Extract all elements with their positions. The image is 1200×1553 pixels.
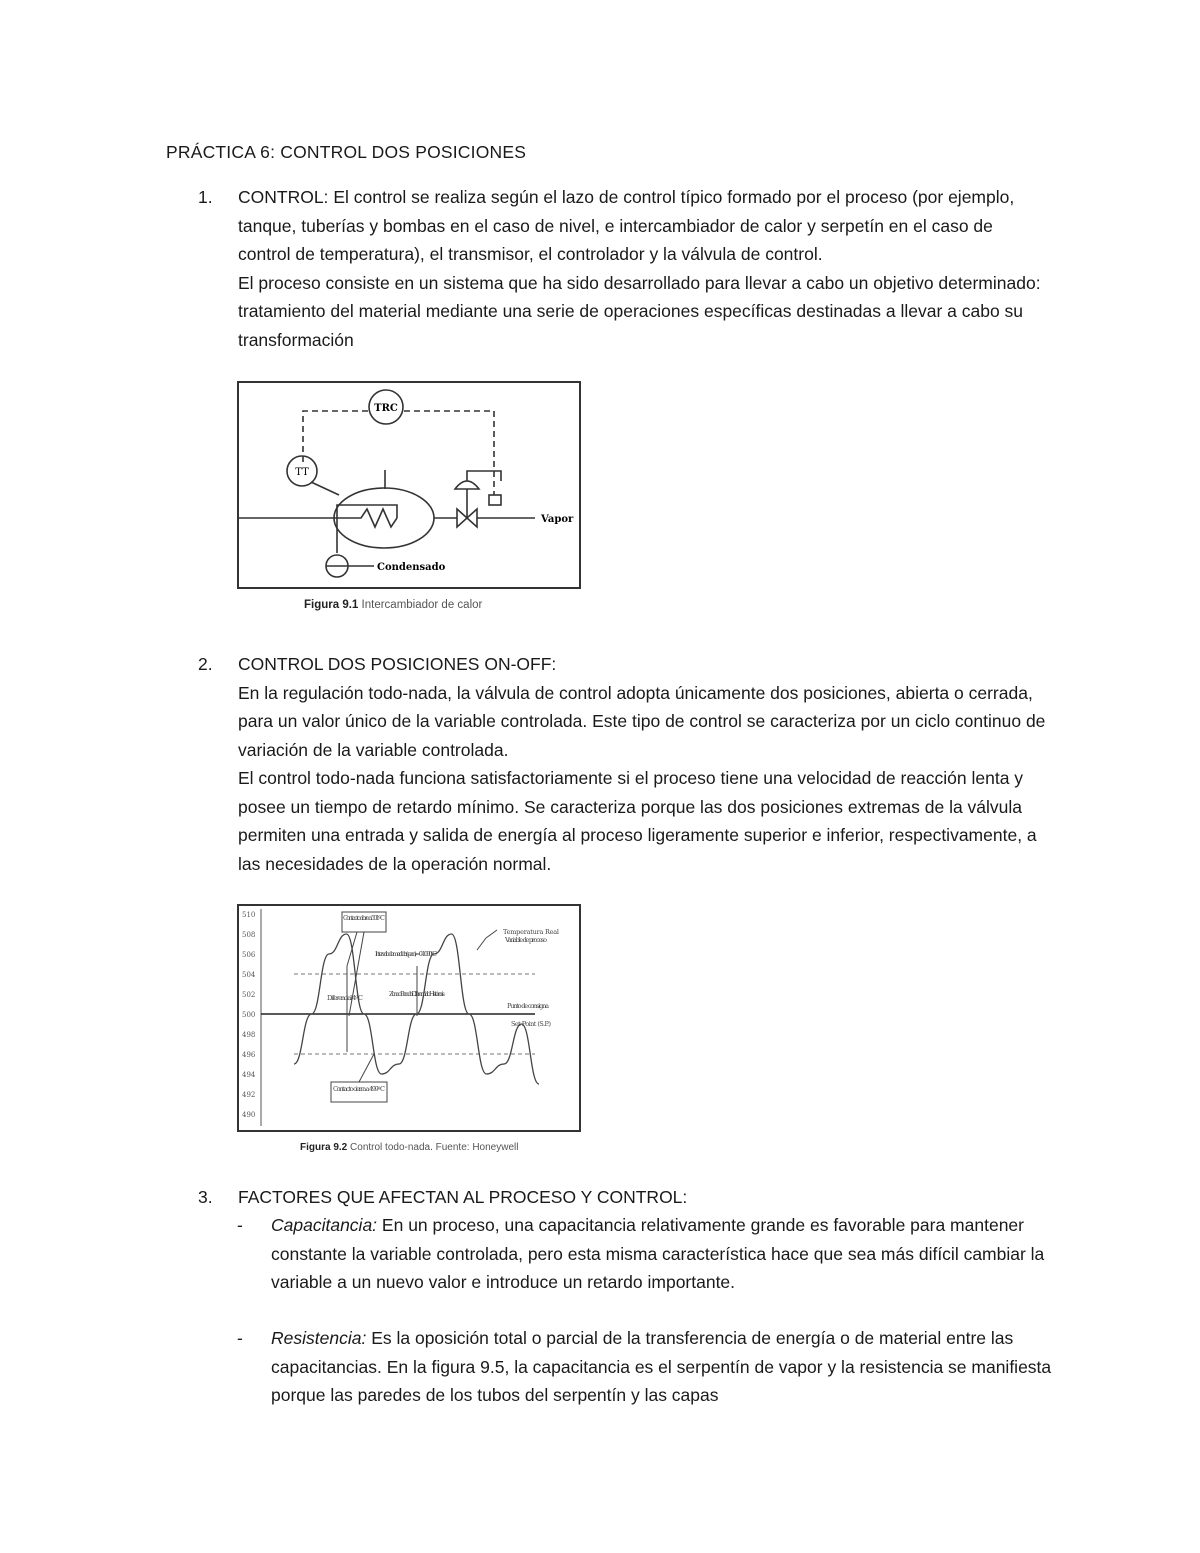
figure-on-off-chart (237, 904, 581, 1132)
figure-heat-exchanger (237, 381, 581, 589)
section-2 (166, 650, 1046, 878)
section-2-paragraph-2: El control todo-nada funciona satisfactoriamente si el proceso tiene una velocidad de reacción lenta y posee un tiempo de retardo mínimo. Se caracteriza porque las dos posiciones extremas de la válvula permiten una entrada y salida de energía al proceso ligeramente superior e inferior, respectivamente, a las necesidades de la operación normal. (238, 768, 1037, 874)
factor-text: Es la oposición total o parcial de la transferencia de energía o de material entre las capacitancias. En la figura 9.5, la capacitancia es el serpentín de vapor y la resistencia se manifiesta porque las paredes de los tubos del serpentín y las capas (271, 1328, 1052, 1405)
y-tick-label: 498 (242, 1031, 256, 1039)
section-number: 2. (198, 654, 213, 674)
heat-exchanger-diagram (239, 383, 579, 587)
svg-text:Zona o Banda Diferencial o His: Zona o Banda Diferencial o Histéresis (389, 990, 445, 998)
condensado-label: Condensado (377, 562, 446, 573)
section-1-paragraph-2: El proceso consiste en un sistema que ha sido desarrollado para llevar a cabo un objetivo determinado: tratamiento del material mediante una serie de operaciones específicas destinadas a llevar a cabo su transformación (238, 272, 1041, 350)
vapor-label: Vapor (541, 514, 574, 525)
figure-1-caption: Figura 9.1 Intercambiador de calor (304, 599, 483, 611)
figure-2-caption: Figura 9.2 Control todo-nada. Fuente: Honeywell (300, 1142, 519, 1153)
factor-term: Capacitancia: (271, 1215, 378, 1235)
section-heading: CONTROL DOS POSICIONES ON-OFF: (238, 654, 557, 674)
y-tick-label: 508 (242, 931, 256, 939)
bullet-dash: - (237, 1328, 243, 1348)
svg-text:Intervalo de medida (span) = 0: Intervalo de medida (span) = 0 - 1000º C (375, 950, 437, 958)
section-number: 1. (198, 187, 213, 207)
tt-label: TT (295, 467, 309, 478)
y-tick-label: 490 (242, 1111, 256, 1119)
svg-text:Contacto cierra a 499º C: Contacto cierra a 499º C (333, 1085, 385, 1093)
section-number: 3. (198, 1187, 213, 1207)
section-2-paragraph: En la regulación todo-nada, la válvula de control adopta únicamente dos posiciones, abierta o cerrada, para un valor único de la variable controlada. Este tipo de control se caracteriza por un ciclo continuo de variación de la variable controlada. (238, 682, 1046, 760)
svg-text:Contacto abre a 501º C: Contacto abre a 501º C (343, 914, 385, 922)
svg-text:Variable de proceso: Variable de proceso (505, 936, 547, 944)
factor-text: En un proceso, una capacitancia relativamente grande es favorable para mantener constante la variable controlada, pero esta misma característica hace que sea más difícil cambiar la variable a un nuevo valor e introduce un retardo importante. (271, 1215, 1045, 1292)
section-3 (166, 1183, 1046, 1212)
svg-text:Punto de consigna: Punto de consigna (507, 1002, 549, 1010)
y-tick-label: 510 (242, 911, 256, 919)
y-tick-label: 496 (242, 1051, 256, 1059)
y-tick-label: 500 (242, 1011, 256, 1019)
section-heading: CONTROL: (238, 187, 329, 207)
y-tick-label: 492 (242, 1091, 256, 1099)
section-1 (166, 183, 1046, 354)
y-tick-label: 504 (242, 971, 256, 979)
section-1-paragraph: CONTROL: El control se realiza según el lazo de control típico formado por el proceso (por ejemplo, tanque, tuberías y bombas en el caso de nivel, e intercambiador de calor y serpetín en el caso de control de temperatura), el transmisor, el controlador y la válvula de control. (238, 187, 1015, 264)
y-tick-label: 502 (242, 991, 256, 999)
bullet-dash: - (237, 1215, 243, 1235)
y-tick-label: 506 (242, 951, 256, 959)
section-heading: FACTORES QUE AFECTAN AL PROCESO Y CONTROL: (238, 1187, 688, 1207)
svg-text:Set Point (S.P.): Set Point (S.P.) (511, 1020, 551, 1028)
on-off-chart (239, 906, 579, 1130)
y-tick-label: 494 (242, 1071, 256, 1079)
svg-text:Diferencial 4º C: Diferencial 4º C (327, 994, 363, 1002)
factor-resistencia (237, 1324, 1057, 1410)
svg-text:Temperatura Real: Temperatura Real (503, 928, 559, 936)
trc-label: TRC (374, 403, 398, 414)
factor-capacitancia (237, 1211, 1057, 1297)
factor-term: Resistencia: (271, 1328, 367, 1348)
page-title: PRÁCTICA 6: CONTROL DOS POSICIONES (166, 142, 527, 162)
